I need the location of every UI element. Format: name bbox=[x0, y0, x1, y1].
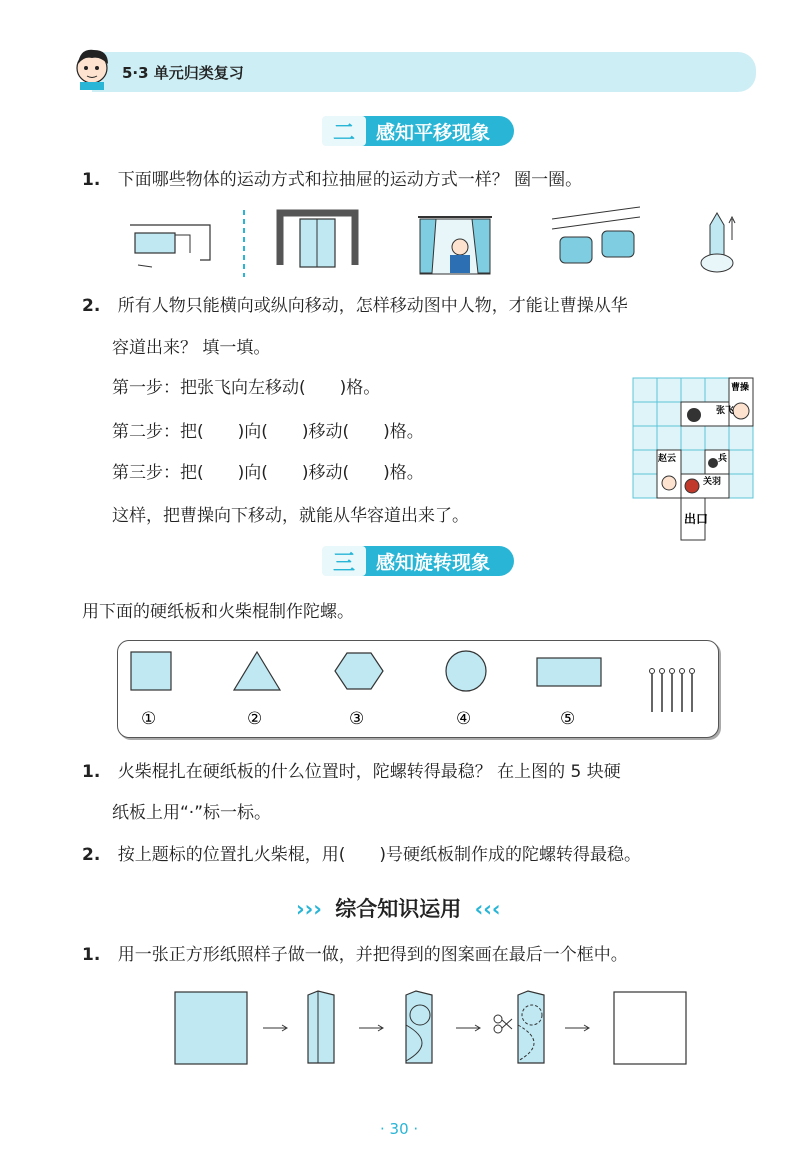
soldier-label: 兵 bbox=[718, 454, 728, 464]
question-4-1 bbox=[82, 945, 628, 965]
conclusion-text: 这样，把曹操向下移动，就能从华容道出来了。 bbox=[112, 506, 469, 526]
circle-cardboard bbox=[446, 651, 486, 691]
hexagon-cardboard bbox=[335, 653, 383, 689]
question-number: 1. bbox=[82, 945, 101, 965]
section-4-title: 综合知识运用 bbox=[335, 897, 462, 921]
cardboard-shapes bbox=[117, 640, 717, 736]
shape-label-2: ② bbox=[247, 709, 263, 729]
rectangle-cardboard bbox=[537, 658, 601, 686]
guanyu-label: 关羽 bbox=[703, 477, 722, 487]
question-number: 2. bbox=[82, 296, 101, 316]
question-number: 1. bbox=[82, 170, 101, 190]
unit-header-title: 5·3 单元归类复习 bbox=[122, 64, 244, 82]
step-2-text: 第二步：把( )向( )移动( )格。 bbox=[112, 422, 424, 442]
question-text: 下面哪些物体的运动方式和拉抽屉的运动方式一样？ 圈一圈。 bbox=[117, 170, 583, 190]
question-3-1-line2: 纸板上用“·”标一标。 bbox=[112, 803, 272, 823]
section-2-title: 感知平移现象 bbox=[376, 121, 491, 144]
shape-label-1: ① bbox=[141, 709, 157, 729]
zhangfei-label: 张飞 bbox=[716, 406, 735, 416]
motion-pictures-row bbox=[120, 205, 740, 283]
curtain-icon bbox=[418, 217, 492, 274]
page-number: · 30 · bbox=[380, 1120, 419, 1138]
boy-mascot-icon bbox=[70, 44, 114, 90]
section-2-number: 二 bbox=[322, 116, 366, 146]
folded-paper bbox=[308, 991, 334, 1063]
answer-box bbox=[614, 992, 686, 1064]
question-text-line1: 火柴棍扎在硬纸板的什么位置时，陀螺转得最稳？ 在上图的 5 块硬 bbox=[117, 762, 621, 782]
revolving-door-icon bbox=[280, 213, 355, 267]
shape-label-4: ④ bbox=[456, 709, 472, 729]
exit-label: 出口 bbox=[684, 512, 709, 526]
question-text: 按上题标的位置扎火柴棍，用( )号硬纸板制作成的陀螺转得最稳。 bbox=[117, 845, 641, 865]
section-2-title-pill bbox=[322, 116, 514, 146]
shape-label-3: ③ bbox=[349, 709, 365, 729]
section-3-title: 感知旋转现象 bbox=[376, 551, 491, 574]
drawer-picture-icon bbox=[130, 225, 210, 267]
scissors-icon bbox=[494, 1015, 512, 1033]
caocao-label: 曹操 bbox=[731, 383, 750, 393]
section-3-intro: 用下面的硬纸板和火柴棍制作陀螺。 bbox=[82, 602, 354, 622]
square-paper bbox=[175, 992, 247, 1064]
section-3-number: 三 bbox=[322, 546, 366, 576]
matchsticks-icon bbox=[650, 669, 695, 713]
question-text-line1: 所有人物只能横向或纵向移动，怎样移动图中人物，才能让曹操从华 bbox=[117, 296, 628, 316]
square-cardboard bbox=[131, 652, 171, 690]
question-2-1 bbox=[82, 170, 582, 190]
question-text-line2: 容道出来？ 填一填。 bbox=[112, 338, 271, 358]
arrow-right-icon bbox=[565, 1025, 589, 1031]
section-3-title-pill bbox=[322, 546, 514, 576]
question-3-1-line1 bbox=[82, 762, 621, 782]
cable-car-icon bbox=[552, 207, 640, 263]
section-4-heading bbox=[296, 893, 501, 923]
triangle-cardboard bbox=[234, 652, 280, 690]
zhaoyun-label: 赵云 bbox=[658, 454, 677, 464]
question-2-2-line1 bbox=[82, 296, 628, 316]
right-chevrons-icon: ‹‹‹ bbox=[474, 897, 501, 921]
step-3-text: 第三步：把( )向( )移动( )格。 bbox=[112, 463, 424, 483]
huarong-puzzle-grid bbox=[632, 377, 760, 543]
question-number: 2. bbox=[82, 845, 101, 865]
cut-paper bbox=[518, 991, 544, 1063]
shape-label-5: ⑤ bbox=[560, 709, 576, 729]
paper-folding-steps bbox=[170, 985, 700, 1069]
left-chevrons-icon: ››› bbox=[296, 897, 322, 921]
arrow-right-icon bbox=[456, 1025, 480, 1031]
step-1-text: 第一步：把张飞向左移动( )格。 bbox=[112, 378, 381, 398]
rocket-icon bbox=[701, 213, 735, 272]
question-text: 用一张正方形纸照样子做一做，并把得到的图案画在最后一个框中。 bbox=[117, 945, 628, 965]
question-3-2 bbox=[82, 845, 641, 865]
arrow-right-icon bbox=[359, 1025, 383, 1031]
question-number: 1. bbox=[82, 762, 101, 782]
arrow-right-icon bbox=[263, 1025, 287, 1031]
